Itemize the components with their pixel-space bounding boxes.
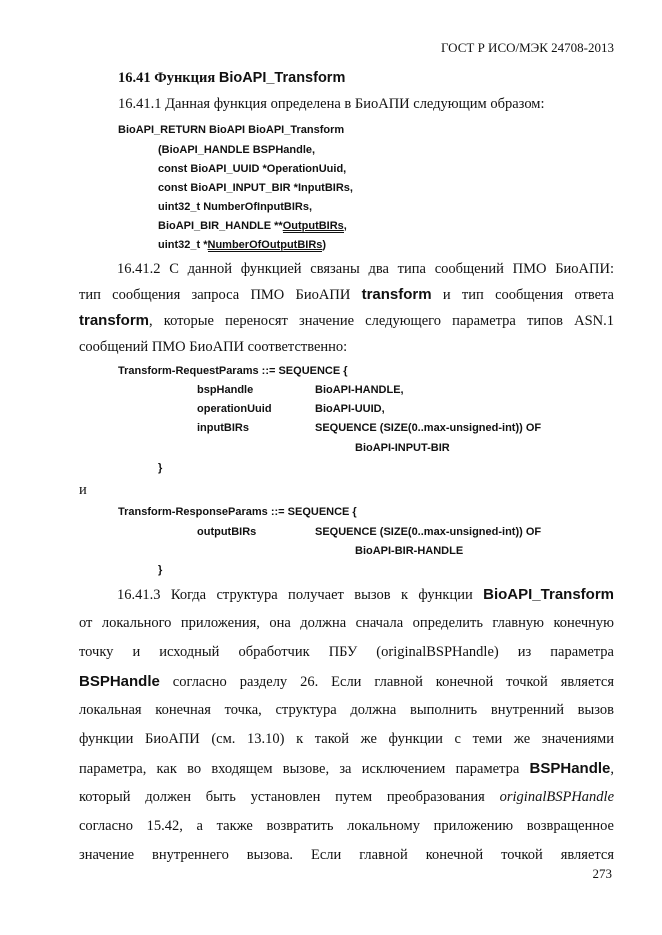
signature-output-birs: OutputBIRs [282, 220, 344, 232]
signature-line-5-prefix: BioAPI_BIR_HANDLE ** [158, 220, 283, 232]
p3-line-4 [79, 667, 614, 696]
p3-function-name: BioAPI_Transform [483, 586, 615, 603]
p3-line-1-a: 16.41.3 Когда структура получает вызов к функции [117, 587, 473, 603]
p3-line-9: согласно 15.42, а также возвратить локальному приложению возвращенное [79, 818, 614, 834]
p3-original-bsphandle: originalBSPHandle [499, 789, 615, 805]
signature-line-3: const BioAPI_INPUT_BIR *InputBIRs, [158, 182, 353, 194]
request-param-type-3: SEQUENCE (SIZE(0..max-unsigned-int)) OF [315, 422, 542, 434]
response-param-name-1: outputBIRs [197, 526, 257, 538]
request-params-head: Transform-RequestParams ::= SEQUENCE { [118, 365, 348, 377]
signature-line-4: uint32_t NumberOfInputBIRs, [158, 201, 313, 213]
response-params-close: } [158, 564, 163, 576]
request-param-type-1: BioAPI-HANDLE, [315, 384, 404, 396]
p3-line-7-a: параметра, как во входящем вызове, за исключением параметра [79, 761, 520, 777]
p2-transform-2: transform [79, 312, 150, 329]
p3-bsphandle-1: BSPHandle [79, 673, 160, 690]
p3-line-7-c: , [610, 761, 614, 777]
section-number: 16.41 [118, 70, 151, 86]
page-number: 273 [592, 866, 612, 881]
paragraph-16-41-1: 16.41.1 Данная функция определена в БиоАПИ следующим образом: [118, 96, 545, 112]
signature-line-2: const BioAPI_UUID *OperationUuid, [158, 163, 347, 175]
p2-line-1: 16.41.2 С данной функцией связаны два типа сообщений ПМО БиоАПИ: [117, 261, 614, 277]
request-params-close: } [158, 462, 163, 474]
response-params-head: Transform-ResponseParams ::= SEQUENCE { [118, 506, 357, 518]
request-param-type-3-cont: BioAPI-INPUT-BIR [355, 442, 450, 454]
signature-line-5 [158, 220, 347, 232]
signature-line-5-suffix: , [343, 220, 347, 232]
p3-line-10: значение внутреннего вызова. Если главной конечной точкой является [79, 847, 614, 863]
p2-line-4: сообщений ПМО БиоАПИ соответственно: [79, 339, 348, 355]
signature-line-6 [158, 239, 326, 251]
p3-line-3: точку и исходный обработчик ПБУ (originalBSPHandle) из параметра [79, 644, 614, 660]
p2-line-2-c: и тип сообщения ответа [442, 287, 614, 303]
paragraph-16-41-2 [79, 256, 614, 360]
section-function-name: BioAPI_Transform [218, 70, 346, 86]
p2-line-3-b: , которые переносят значение следующего параметра типов ASN.1 [149, 313, 614, 329]
request-param-name-2: operationUuid [197, 403, 272, 415]
signature-line-6-suffix: ) [322, 239, 327, 251]
section-title [118, 70, 345, 87]
p3-line-8-a: который должен быть установлен путем преобразования [79, 789, 485, 805]
signature-line-1: (BioAPI_HANDLE BSPHandle, [158, 144, 316, 156]
response-param-type-1: SEQUENCE (SIZE(0..max-unsigned-int)) OF [315, 526, 542, 538]
signature-number-of-output-birs: NumberOfOutputBIRs [207, 239, 323, 251]
p3-line-6: функции БиоАПИ (см. 13.10) к такой же функции с теми же значениями [79, 731, 614, 747]
signature-line-6-prefix: uint32_t * [158, 239, 208, 251]
p2-line-2-a: тип сообщения запроса ПМО БиоАПИ [79, 287, 351, 303]
p2-line-3 [79, 308, 614, 334]
p3-line-2: от локального приложения, она должна сначала определить главную конечную [79, 615, 614, 631]
response-param-type-1-cont: BioAPI-BIR-HANDLE [355, 545, 464, 557]
p3-line-8 [79, 783, 614, 812]
signature-line-0: BioAPI_RETURN BioAPI BioAPI_Transform [118, 124, 345, 136]
p3-line-7 [79, 754, 614, 783]
request-param-type-2: BioAPI-UUID, [315, 403, 385, 415]
p3-line-5: локальная конечная точка, структура должна выполнить внутренний вызов [79, 702, 614, 718]
request-param-name-1: bspHandle [197, 384, 254, 396]
request-param-name-3: inputBIRs [197, 422, 249, 434]
paragraph-16-41-3 [79, 580, 614, 870]
p2-transform-1: transform [361, 286, 432, 303]
document-header: ГОСТ Р ИСО/МЭК 24708-2013 [440, 40, 614, 55]
section-word: Функция [154, 70, 216, 86]
p2-line-2 [79, 282, 614, 308]
p3-bsphandle-2: BSPHandle [529, 760, 611, 777]
conjunction-and: и [79, 482, 87, 498]
p3-line-1 [79, 580, 614, 609]
p3-line-4-b: согласно разделу 26. Если главной конечной точкой является [172, 674, 615, 690]
